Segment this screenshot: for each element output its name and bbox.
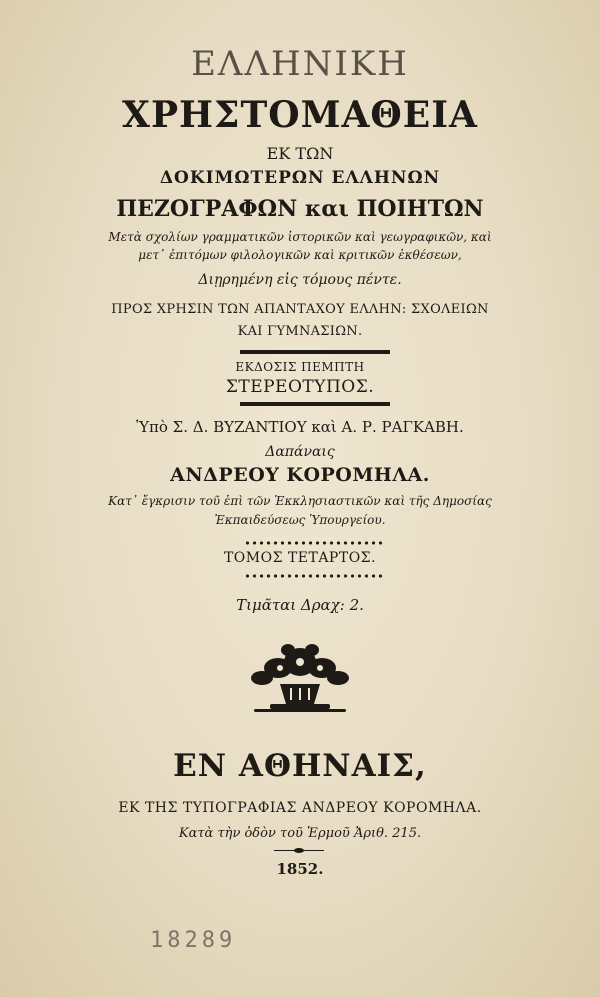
approval-line-1: Κατ᾿ ἔγκρισιν τοῦ ἐπὶ τῶν Ἐκκλησιαστικῶν καὶ τῆς Δημοσίας [108,494,492,508]
library-stamp-number: 18289 [150,928,237,953]
price-line: Τιμᾶται Δραχ: 2. [236,596,364,614]
subtitle-ek-ton: ΕΚ ΤΩΝ [266,144,334,163]
expense-label: Δαπάναις [265,444,335,460]
ornamental-separator [274,850,324,851]
description-line-1: Μετὰ σχολίων γραμματικῶν ἱστορικῶν καὶ γεωγραφικῶν, καὶ [108,230,492,244]
edition-type: ΣΤΕΡΕΟΤΥΠΟΣ. [225,377,375,397]
purpose-line-1: ΠΡΟΣ ΧΡΗΣΙΝ ΤΩΝ ΑΠΑΝΤΑΧΟΥ ΕΛΛΗΝ: ΣΧΟΛΕΙΩΝ [111,302,489,317]
title-line-1: ΕΛΛΗΝΙΚΗ [191,44,409,84]
dotted-rule-top [244,540,384,546]
authors-line: Ὑπὸ Σ. Δ. ΒΥΖΑΝΤΙΟΥ καὶ Α. Ρ. ΡΑΓΚΑΒΗ. [136,418,464,436]
double-rule-top [240,350,390,354]
printers-vignette-icon [240,640,360,715]
approval-line-2: Ἐκπαιδεύσεως Ὑπουργείου. [214,513,386,527]
dotted-rule-bottom [244,573,384,579]
printer-line: ΕΚ ΤΗΣ ΤΥΠΟΓΡΑΦΙΑΣ ΑΝΔΡΕΟΥ ΚΟΡΟΜΗΛΑ. [118,800,482,816]
subtitle-dokimoteron: ΔΟΚΙΜΩΤΕΡΩΝ ΕΛΛΗΝΩΝ [159,168,441,188]
volume-label: ΤΟΜΟΣ ΤΕΤΑΡΤΟΣ. [223,550,377,566]
description-line-2: μετ᾿ ἐπιτόμων φιλολογικῶν καὶ κριτικῶν ἐκθέσεων, [138,248,462,262]
double-rule-bottom [240,402,390,406]
edition-label: ΕΚΔΟΣΙΣ ΠΕΜΠΤΗ [235,360,365,374]
publication-year: 1852. [276,860,324,878]
subtitle-pezografon: ΠΕΖΟΓΡΑΦΩΝ και ΠΟΙΗΤΩΝ [116,196,484,222]
purpose-line-2: ΚΑΙ ΓΥΜΝΑΣΙΩΝ. [237,324,363,339]
address-line: Κατὰ τὴν ὁδὸν τοῦ Ἑρμοῦ Ἀριθ. 215. [178,826,422,841]
volumes-note: Διῃρημένη εἰς τόμους πέντε. [198,272,402,288]
place-of-publication: ΕΝ ΑΘΗΝΑΙΣ, [173,748,427,784]
publisher-name: ΑΝΔΡΕΟΥ ΚΟΡΟΜΗΛΑ. [170,464,430,486]
title-line-2: ΧΡΗΣΤΟΜΑΘΕΙΑ [122,94,478,136]
